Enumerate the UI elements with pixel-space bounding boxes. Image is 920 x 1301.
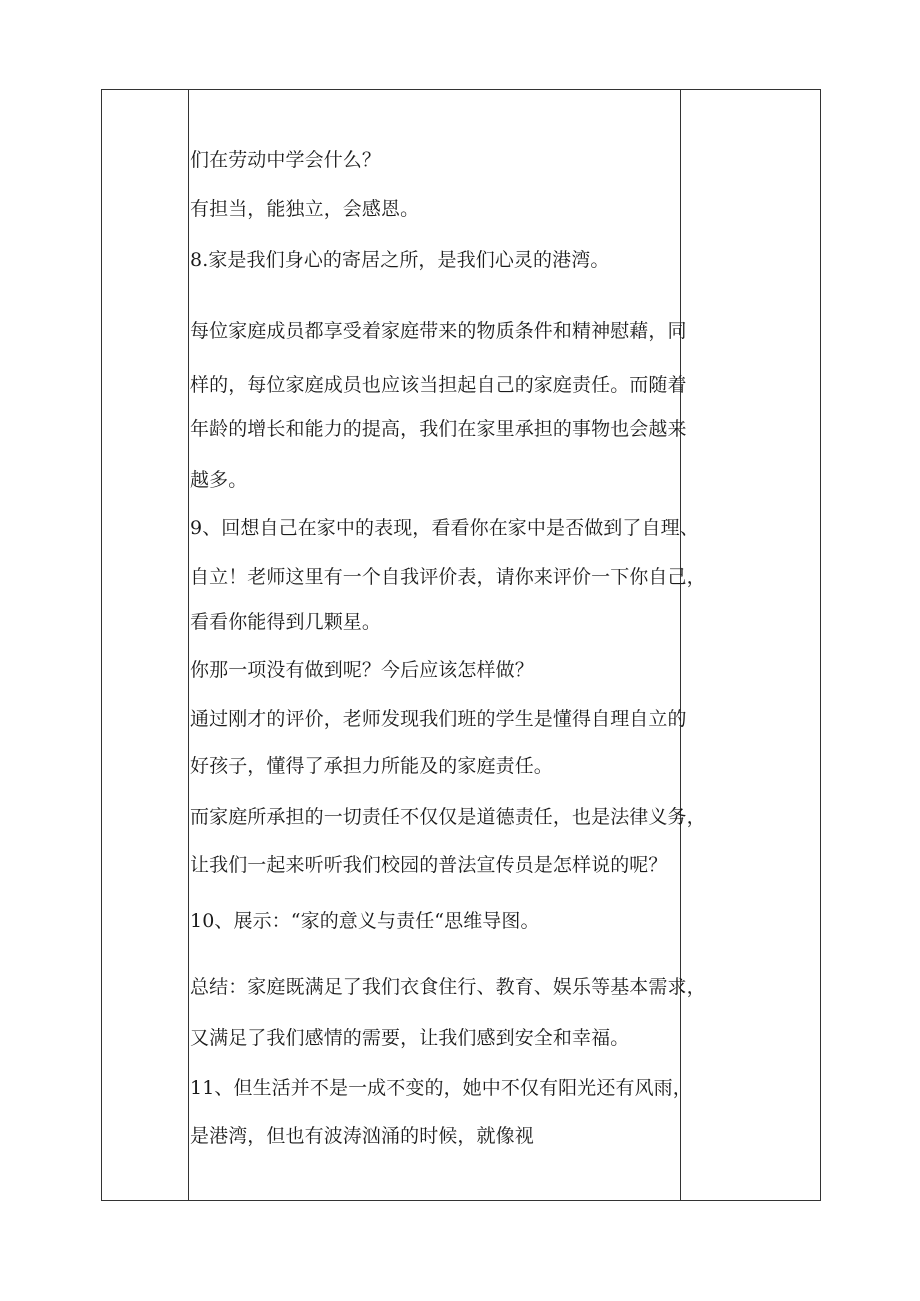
text-line: 有担当，能独立，会感恩。 [190, 198, 420, 220]
text-line: 而家庭所承担的一切责任不仅仅是道德责任，也是法律义务， [190, 806, 706, 828]
text-line: 11、但生活并不是一成不变的，她中不仅有阳光还有风雨， [190, 1077, 692, 1099]
text-line: 通过刚才的评价，老师发现我们班的学生是懂得自理自立的 [190, 708, 687, 730]
text-line: 越多。 [190, 469, 248, 491]
main-content-cell [189, 90, 706, 1201]
text-line: 们在劳动中学会什么？ [190, 149, 382, 171]
text-line: 自立！老师这里有一个自我评价表，请你来评价一下你自己， [190, 566, 706, 588]
text-line: 又满足了我们感情的需要，让我们感到安全和幸福。 [190, 1027, 630, 1049]
text-line: 每位家庭成员都享受着家庭带来的物质条件和精神慰藉，同 [190, 320, 687, 342]
text-line: 8.家是我们身心的寄居之所，是我们心灵的港湾。 [190, 249, 610, 271]
text-line: 你那一项没有做到呢？今后应该怎样做？ [190, 659, 534, 681]
text-line: 好孩子，懂得了承担力所能及的家庭责任。 [190, 755, 553, 777]
lesson-plan-table [101, 89, 821, 1201]
text-line: 10、展示：“家的意义与责任“思维导图。 [190, 910, 540, 932]
text-line: 总结：家庭既满足了我们衣食住行、教育、娱乐等基本需求， [190, 976, 706, 998]
text-line: 9、回想自己在家中的表现，看看你在家中是否做到了自理、 [190, 517, 699, 539]
table-row [102, 90, 821, 1201]
text-line: 让我们一起来听听我们校园的普法宣传员是怎样说的呢？ [190, 854, 668, 876]
teaching-process-text [189, 90, 706, 1200]
text-line: 看看你能得到几颗星。 [190, 611, 382, 633]
text-line: 样的，每位家庭成员也应该当担起自己的家庭责任。而随着 [190, 374, 687, 396]
left-column-cell [102, 90, 189, 1201]
text-line: 年龄的增长和能力的提高，我们在家里承担的事物也会越来 [190, 418, 687, 440]
right-column-cell [681, 90, 821, 1201]
text-line: 是港湾，但也有波涛汹涌的时候，就像视 [190, 1125, 534, 1147]
